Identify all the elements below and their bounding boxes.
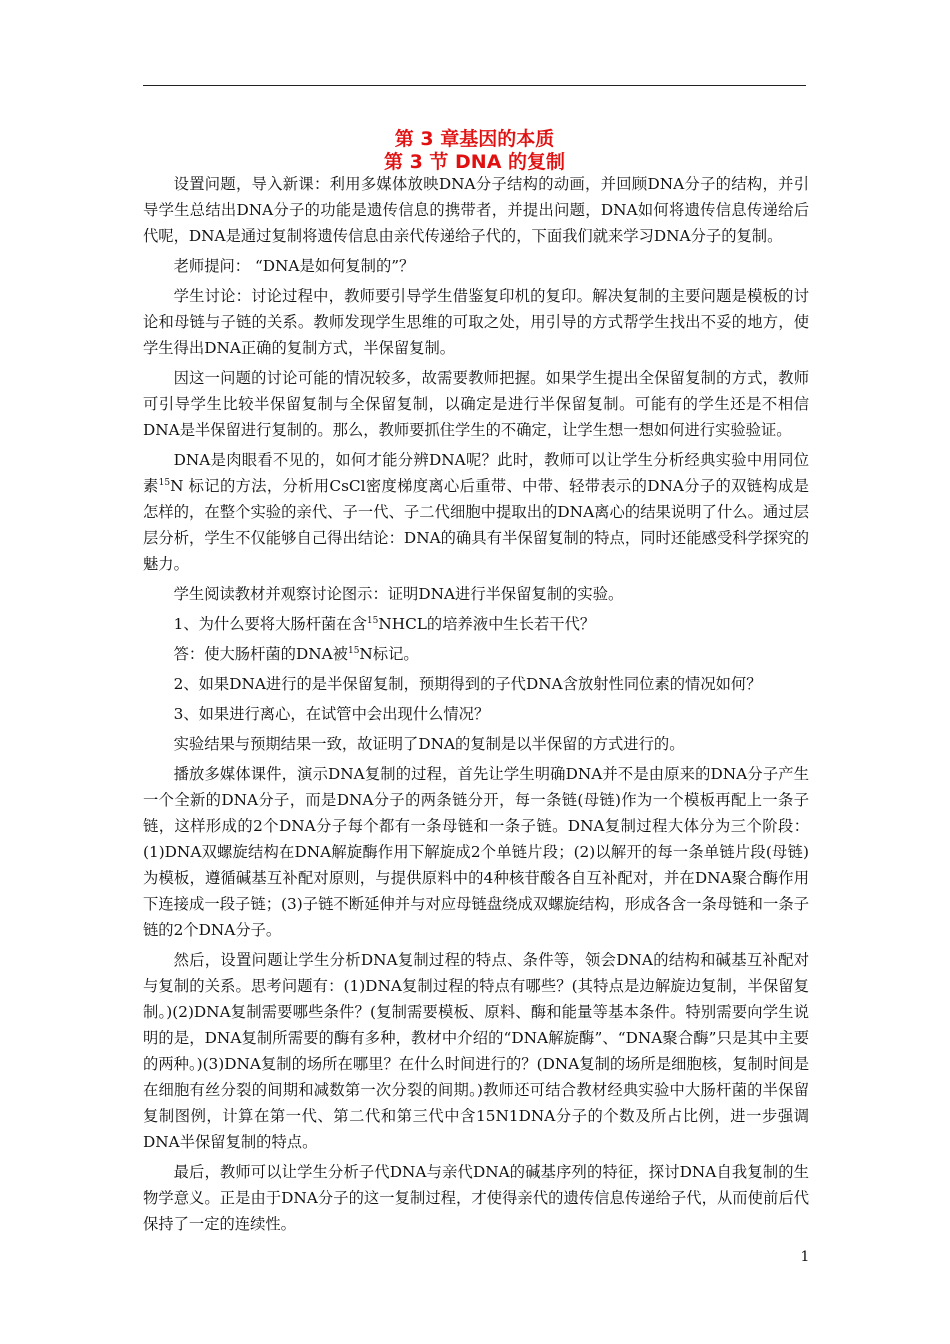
question-1-superscript: 15 [366, 615, 379, 626]
page-number: 1 [800, 1249, 810, 1265]
section-title: 第 3 节 DNA 的复制 [383, 151, 566, 173]
paragraph-replication-process: 播放多媒体课件，演示DNA复制的过程，首先让学生明确DNA并不是由原来的DNA分子产生一个全新的DNA分子，而是DNA分子的两条链分开，每一条链(母链)作为一个模板再配上一条子链，这样形成的2个DNA分子每个都有一条母链和一条子链。DNA复制过程大体分为三个阶段：(1)DNA双螺旋结构在DNA解旋酶作用下解旋成2个单链片段；(2)以解开的每一条单链片段(母链)为模板，遵循碱基互补配对原则，与提供原料中的4种核苷酸各自互补配对，并在DNA聚合酶作用下连接成一段子链；(3)子链不断延伸并与对应母链盘绕成双螺旋结构，形成各含一条母链和一条子链的2个DNA分子。 [143, 765, 809, 939]
paragraph-isotope-experiment [143, 447, 809, 577]
paragraph-conclusion: 最后，教师可以让学生分析子代DNA与亲代DNA的碱基序列的特征，探讨DNA自我复制的生物学意义。正是由于DNA分子的这一复制过程，才使得亲代的遗传信息传递给子代，从而使前后代保持了一定的连续性。 [143, 1163, 809, 1233]
answer-1-text-b: N标记。 [359, 645, 419, 663]
isotope-superscript: 15 [158, 477, 171, 488]
paragraph-guidance: 因这一问题的讨论可能的情况较多，故需要教师把握。如果学生提出全保留复制的方式，教师可引导学生比较半保留复制与全保留复制，以确定是进行半保留复制。可能有的学生还是不相信DNA是半保留进行复制的。那么，教师要抓住学生的不确定，让学生想一想如何进行实验验证。 [143, 369, 809, 439]
paragraph-result: 实验结果与预期结果一致，故证明了DNA的复制是以半保留的方式进行的。 [173, 735, 685, 753]
paragraph-student-discussion: 学生讨论：讨论过程中，教师要引导学生借鉴复印机的复印。解决复制的主要问题是模板的讨论和母链与子链的关系。教师发现学生思维的可取之处，用引导的方式帮学生找出不妥的地方，使学生得出DNA正确的复制方式，半保留复制。 [143, 287, 809, 357]
answer-1-text-a: 答：使大肠杆菌的DNA被 [173, 645, 348, 663]
paragraph-teacher-question: 老师提问： “DNA是如何复制的”？ [173, 257, 415, 275]
question-3: 3、如果进行离心，在试管中会出现什么情况？ [173, 705, 490, 723]
answer-1 [143, 641, 809, 667]
document-body [143, 171, 809, 1237]
chapter-title: 第 3 章基因的本质 [394, 128, 555, 150]
paragraph-isotope-text-b: N 标记的方法，分析用CsCl密度梯度离心后重带、中带、轻带表示的DNA分子的双链构成是怎样的，在整个实验的亲代、子一代、子二代细胞中提取出的DNA离心的结果说明了什么。通过层层分析，学生不仅能够自己得出结论：DNA的确具有半保留复制的特点，同时还能感受科学探究的魅力。 [143, 477, 809, 573]
paragraph-replication-features: 然后，设置问题让学生分析DNA复制过程的特点、条件等，领会DNA的结构和碱基互补配对与复制的关系。思考问题有：(1)DNA复制过程的特点有哪些？(其特点是边解旋边复制，半保留复制。)(2)DNA复制需要哪些条件？(复制需要模板、原料、酶和能量等基本条件。特别需要向学生说明的是，DNA复制所需要的酶有多种，教材中介绍的“DNA解旋酶”、“DNA聚合酶”只是其中主要的两种。)(3)DNA复制的场所在哪里？在什么时间进行的？(DNA复制的场所是细胞核，复制时间是在细胞有丝分裂的间期和减数第一次分裂的间期。)教师还可结合教材经典实验中大肠杆菌的半保留复制图例，计算在第一代、第二代和第三代中含15N1DNA分子的个数及所占比例，进一步强调DNA半保留复制的特点。 [143, 951, 809, 1151]
question-2: 2、如果DNA进行的是半保留复制，预期得到的子代DNA含放射性同位素的情况如何？ [173, 675, 762, 693]
question-1 [143, 611, 809, 637]
paragraph-reading: 学生阅读教材并观察讨论图示：证明DNA进行半保留复制的实验。 [173, 585, 624, 603]
question-1-text-a: 1、为什么要将大肠杆菌在含 [173, 615, 367, 633]
header-rule [143, 85, 806, 86]
paragraph-isotope-text-a: DNA是肉眼看不见的，如何才能分辨DNA呢？此时，教师可以让学生分析经典实验中用同位素 [143, 451, 809, 495]
question-1-text-b: NHCL的培养液中生长若干代？ [378, 615, 596, 633]
paragraph-intro: 设置问题，导入新课：利用多媒体放映DNA分子结构的动画，并回顾DNA分子的结构，并引导学生总结出DNA分子的功能是遗传信息的携带者，并提出问题，DNA如何将遗传信息传递给后代呢，DNA是通过复制将遗传信息由亲代传递给子代的，下面我们就来学习DNA分子的复制。 [143, 175, 809, 245]
answer-1-superscript: 15 [347, 645, 360, 656]
